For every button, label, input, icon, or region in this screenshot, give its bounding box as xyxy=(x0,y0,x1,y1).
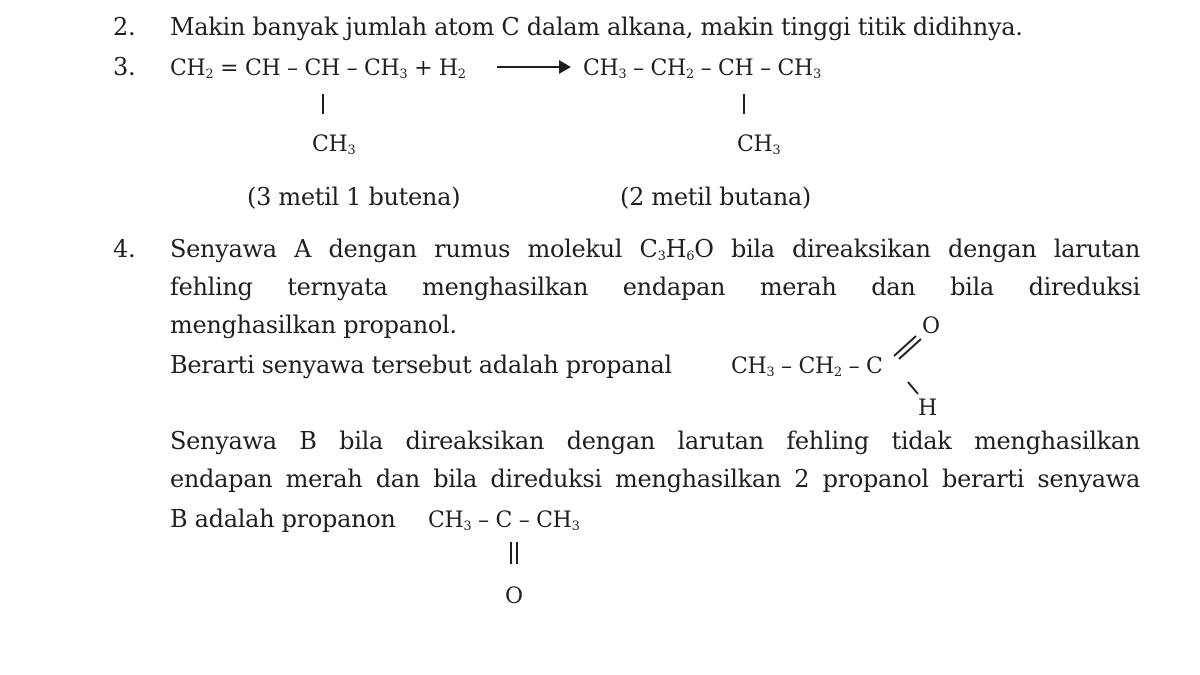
reaction-arrow xyxy=(497,66,569,68)
item-number-2: 2. xyxy=(113,13,136,41)
item-4-para1-line4: Berarti senyawa tersebut adalah propanal xyxy=(170,351,672,379)
product-branch-ch3: $CH_3$ xyxy=(737,132,781,158)
reactant-name: (3 metil 1 butena) xyxy=(247,183,461,211)
item-4-para2-line3: B adalah propanon xyxy=(170,505,396,533)
item-4-para1-line2: fehling ternyata menghasilkan endapan merah dan bila direduksi xyxy=(170,273,1140,301)
ketone-double-bond-right xyxy=(516,542,518,564)
product-branch-bond xyxy=(743,94,745,114)
propanal-formula: $CH_3 - CH_2$ – C xyxy=(731,354,883,380)
item-2-text: Makin banyak jumlah atom C dalam alkana, makin tinggi titik didihnya. xyxy=(170,13,1023,41)
ketone-double-bond-left xyxy=(510,542,512,564)
aldehyde-bonds xyxy=(890,330,950,390)
propanone-formula: $CH_3$ – C – $CH_3$ xyxy=(428,508,580,534)
item-4-para2-line1: Senyawa B bila direaksikan dengan larutan fehling tidak menghasilkan xyxy=(170,427,1140,455)
aldehyde-hydrogen: H xyxy=(918,396,937,421)
item-4-para2-line2: endapan merah dan bila direduksi menghasilkan 2 propanol berarti senyawa xyxy=(170,465,1140,493)
ketone-oxygen: O xyxy=(505,584,523,609)
product-formula: $CH_3 - CH_2$ – CH – $CH_3$ xyxy=(583,56,821,82)
aldehyde-oxygen: O xyxy=(922,314,940,339)
reactant-branch-ch3: $CH_3$ xyxy=(312,132,356,158)
item-4-para1-line1: Senyawa A dengan rumus molekul $C_3H_6O$ bila direaksikan dengan larutan xyxy=(170,235,1140,264)
reactant-formula: $CH_2$ = CH – CH – $CH_3 + H_2$ xyxy=(170,56,466,82)
item-number-4: 4. xyxy=(113,235,136,263)
product-name: (2 metil butana) xyxy=(620,183,811,211)
reactant-branch-bond xyxy=(322,94,324,114)
item-number-3: 3. xyxy=(113,53,136,81)
item-4-para1-line3: menghasilkan propanol. xyxy=(170,311,457,339)
